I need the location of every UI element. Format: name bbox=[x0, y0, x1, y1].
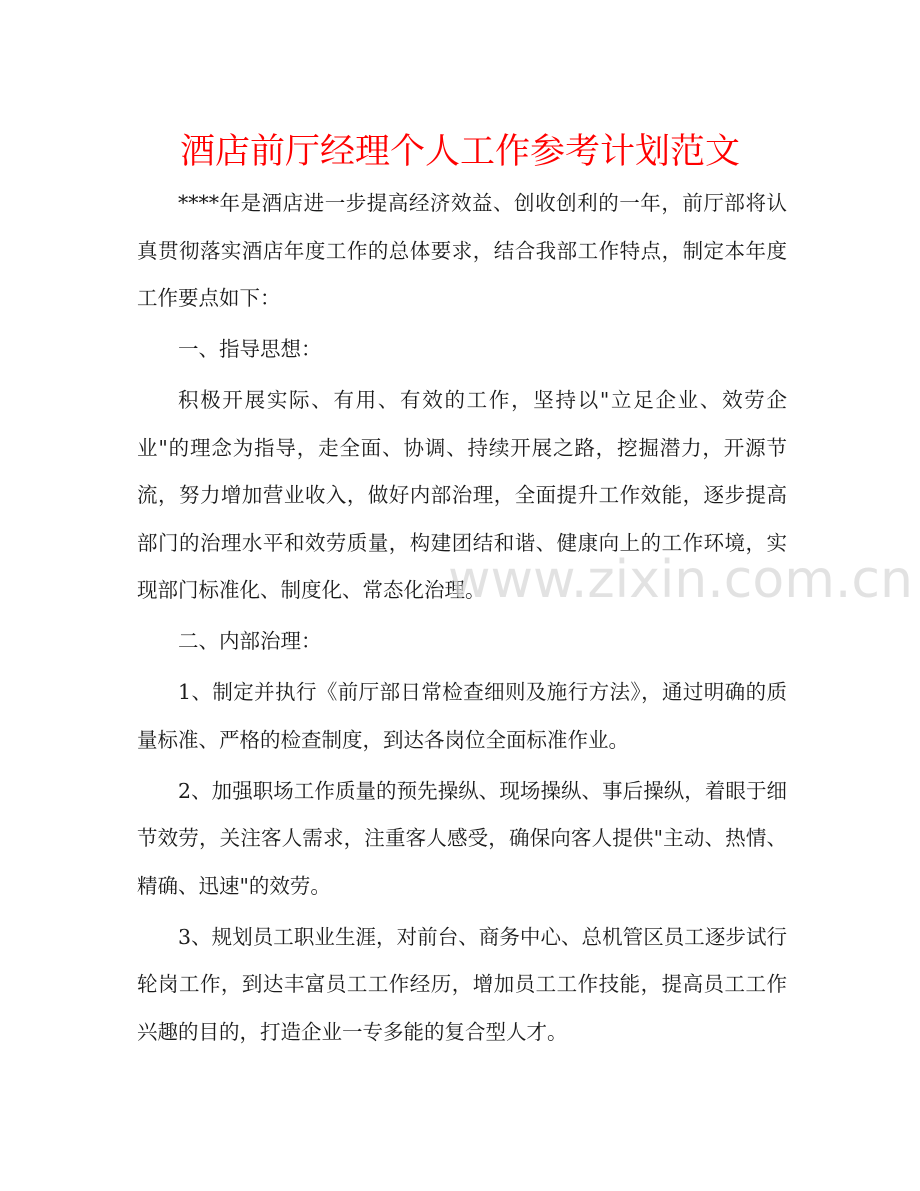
watermark: www.zixin.com.cn bbox=[448, 550, 913, 610]
document-body bbox=[137, 180, 787, 1060]
management-item-3: 3、规划员工职业生涯，对前台、商务中心、总机管区员工逐步试行轮岗工作，到达丰富员工工作经历，增加员工工作技能，提高员工工作兴趣的目的，打造企业一专多能的复合型人才。 bbox=[137, 924, 787, 1044]
management-item-1: 1、制定并执行《前厅部日常检查细则及施行方法》，通过明确的质量标准、严格的检查制度，到达各岗位全面标准作业。 bbox=[137, 680, 787, 752]
intro-paragraph: ****年是酒店进一步提高经济效益、创收创利的一年，前厅部将认真贯彻落实酒店年度工作的总体要求，结合我部工作特点，制定本年度工作要点如下： bbox=[137, 191, 787, 310]
section-heading-guiding-ideas: 一、指导思想： bbox=[178, 337, 322, 361]
guiding-ideas-paragraph: 积极开展实际、有用、有效的工作，坚持以"立足企业、效劳企业"的理念为指导，走全面、协调、持续开展之路，挖掘潜力，开源节流，努力增加营业收入，做好内部治理，全面提升工作效能，逐步提高部门的治理水平和效劳质量，构建团结和谐、健康向上的工作环境，实现部门标准化、制度化、常态化治理。 bbox=[137, 388, 787, 602]
document-title: 酒店前厅经理个人工作参考计划范文 bbox=[179, 132, 740, 172]
section-heading-internal-management: 二、内部治理： bbox=[178, 629, 322, 653]
management-item-2: 2、加强职场工作质量的预先操纵、现场操纵、事后操纵，着眼于细节效劳，关注客人需求，注重客人感受，确保向客人提供"主动、热情、精确、迅速"的效劳。 bbox=[137, 778, 787, 898]
